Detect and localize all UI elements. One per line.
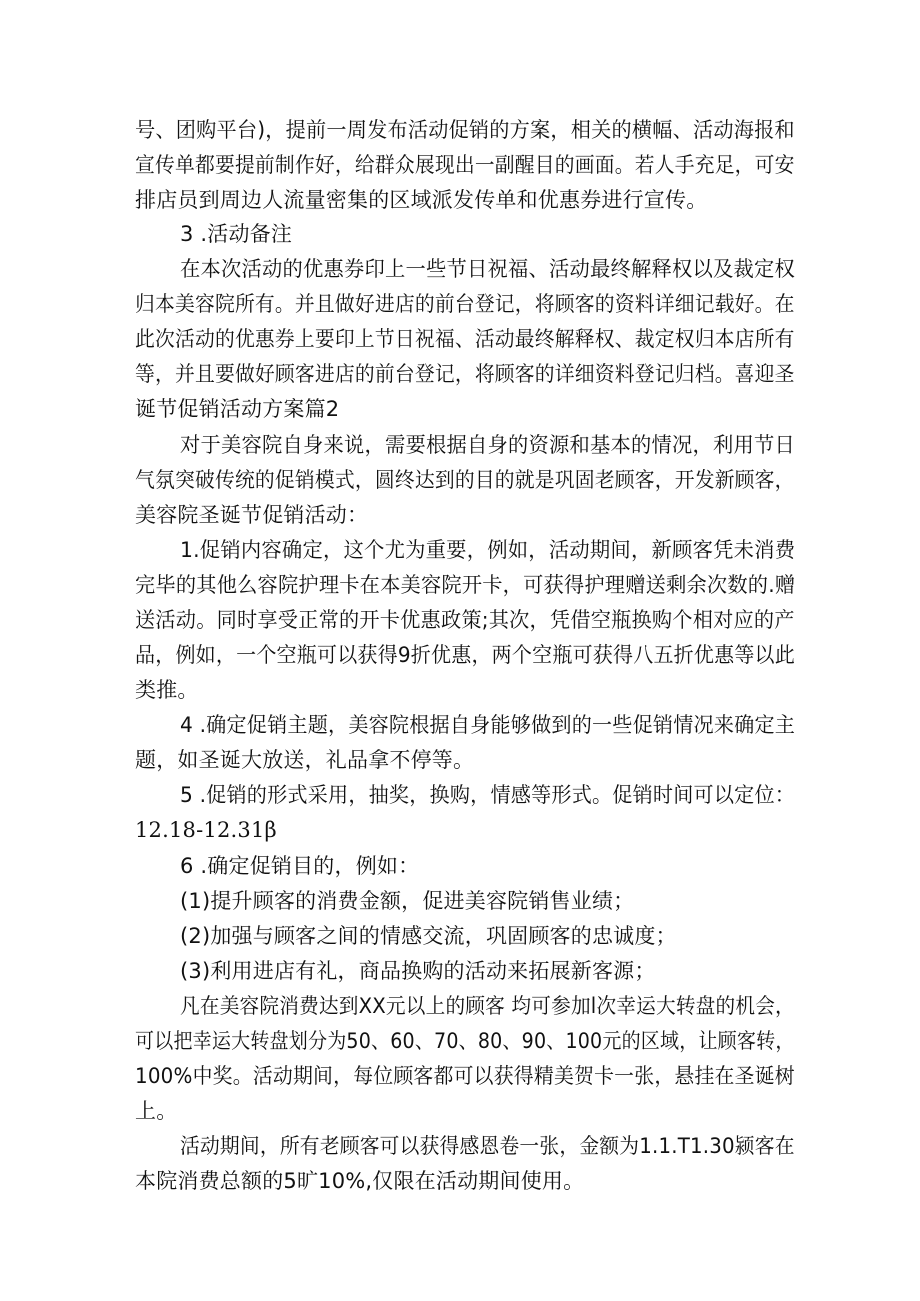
text-line: 排店员到周边人流量密集的区域派发传单和优惠券进行宣传。 <box>135 188 708 212</box>
text-line: 对于美容院自身来说，需要根据自身的资源和基本的情况，利用节日 <box>180 433 796 457</box>
text-line: 归本美容院所有。并且做好进店的前台登记，将顾客的资料详细记载好。在 <box>135 292 795 316</box>
text-line: 12.18-12.31β <box>135 818 277 842</box>
text-line: 凡在美容院消费达到XX元以上的顾客 均可参加l次幸运大转盘的机会， <box>180 994 795 1018</box>
text-line: 美容院圣诞节促销活动： <box>135 503 369 527</box>
text-line: 此次活动的优惠券上要印上节日祝福、活动最终解释权、裁定权归本店所有 <box>135 327 795 351</box>
list-item: (3)利用进店有礼，商品换购的活动来拓展新客源； <box>180 959 656 983</box>
text-line: 送活动。同时享受正常的开卡优惠政策;其次，凭借空瓶换购个相对应的产 <box>135 608 795 632</box>
list-item: 5 .促销的形式采用，抽奖，换购，情感等形式。促销时间可以定位： <box>180 783 796 807</box>
list-item: 1.促销内容确定，这个尤为重要，例如，活动期间，新顾客凭未消费 <box>180 538 796 562</box>
text-line: 可以把幸运大转盘划分为50、60、70、80、90、100元的区域，让顾客转， <box>135 1029 795 1053</box>
text-line: 号、团购平台)，提前一周发布活动促销的方案，相关的横幅、活动海报和 <box>135 118 795 142</box>
text-line: 100%中奖。活动期间，每位顾客都可以获得精美贺卡一张，悬挂在圣诞树 <box>135 1064 795 1088</box>
text-line: 类推。 <box>135 678 199 702</box>
text-line: 品，例如，一个空瓶可以获得9折优惠，两个空瓶可获得八五折优惠等以此 <box>135 643 795 667</box>
section-heading: 3 .活动备注 <box>180 222 293 246</box>
text-line: 在本次活动的优惠券印上一些节日祝福、活动最终解释权以及裁定权 <box>180 257 796 281</box>
text-line: 气氛突破传统的促销模式，圆终达到的目的就是巩固老顾客，开发新顾客， <box>135 468 795 492</box>
list-item: 4 .确定促销主题，美容院根据自身能够做到的一些促销情况来确定主 <box>180 713 796 737</box>
list-item: (1)提升顾客的消费金额，促进美容院销售业绩； <box>180 889 635 913</box>
text-line: 题，如圣诞大放送，礼品拿不停等。 <box>135 748 475 772</box>
text-line: 本院消费总额的5旷10%,仅限在活动期间使用。 <box>135 1169 585 1193</box>
text-line: 完毕的其他么容院护理卡在本美容院开卡，可获得护理赠送剩余次数的.赠 <box>135 573 796 597</box>
text-line: 等，并且要做好顾客进店的前台登记，将顾客的详细资料登记归档。喜迎圣 <box>135 362 795 386</box>
text-line: 宣传单都要提前制作好，给群众展现出一副醒目的画面。若人手充足，可安 <box>135 153 795 177</box>
text-line: 活动期间，所有老顾客可以获得感恩卷一张，金额为1.1.T1.30颍客在 <box>180 1134 795 1158</box>
list-item: (2)加强与顾客之间的情感交流，巩固顾客的忠诚度； <box>180 924 677 948</box>
text-line: 上。 <box>135 1099 178 1123</box>
list-item: 6 .确定促销目的，例如： <box>180 854 420 878</box>
text-line: 诞节促销活动方案篇2 <box>135 397 340 421</box>
